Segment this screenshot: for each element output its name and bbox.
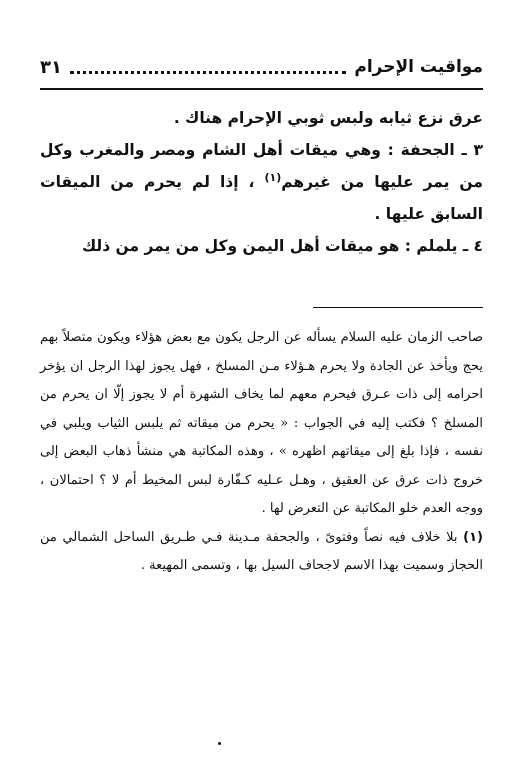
item-juhfa [40, 134, 483, 230]
running-header [40, 52, 483, 82]
item-number: ٣ ـ [461, 141, 484, 159]
page-dot [218, 742, 221, 745]
footnote-mark: (١) [463, 529, 483, 545]
item-term: الجحفة [400, 141, 455, 159]
footnote-separator [313, 307, 483, 308]
item-text-cont: ، إذا لم يحرم من الميقات السابق عليها . [40, 173, 483, 223]
item-yalamlam [40, 230, 483, 262]
item-term: يلملم [416, 237, 458, 255]
footnotes [40, 324, 483, 581]
item-text: : وهي ميقات أهل الشام ومصر والمغرب وكل من يمر عليها من غيرهم [40, 141, 483, 191]
footnote-reference[interactable]: (١) [264, 170, 282, 184]
item-number: ٤ ـ [462, 237, 483, 255]
footnote-text: بلا خلاف فيه نصاً وفتوىً ، والجحفة مـدينة فـي طـريق الساحل الشمالي من الحجاز وسميت بهذا الاسم لاجحاف السيل بها ، وتسمى المهيعة . [40, 529, 483, 573]
page-number: ٣١ [40, 56, 62, 78]
header-dot-leader [70, 65, 346, 74]
item-text: : هو ميقات أهل اليمن وكل من يمر من ذلك [81, 237, 411, 255]
footnote-continuation: صاحب الزمان عليه السلام يسأله عن الرجل يكون مع بعض هؤلاء ويكون متصلاً بهم يحج ويأخذ عن الجادة ولا يحرم هـؤلاء مـن المسلخ ، فهل يجوز لهذا الرجل ان يؤخر احرامه إلى ذات عـرق فيحرم معهم لما يخاف الشهرة أم لا يجوز إلّا ان يحرم من المسلخ ؟ فكتب إليه في الجواب : « يحرم من ميقاته ثم يلبس الثياب ويلبي في نفسه ، فإذا بلغ إلى ميقاتهم اظهره » ، وهذه المكاتبة هي منشأ ذهاب البعض إلى خروج ذات عرق عن العقيق ، وهـل عـليه كـفّارة لبس المخيط أم لا ؟ احتمالان ، ووجه العدم خلو المكاتبة عن التعرض لها . [40, 330, 483, 516]
header-rule [40, 88, 483, 90]
main-text [40, 102, 483, 262]
footnote-1 [40, 524, 483, 581]
chapter-title: مواقيت الإحرام [354, 57, 483, 77]
paragraph-continuation: عرق نزع ثيابه ولبس ثوبي الإحرام هناك . [173, 109, 483, 127]
